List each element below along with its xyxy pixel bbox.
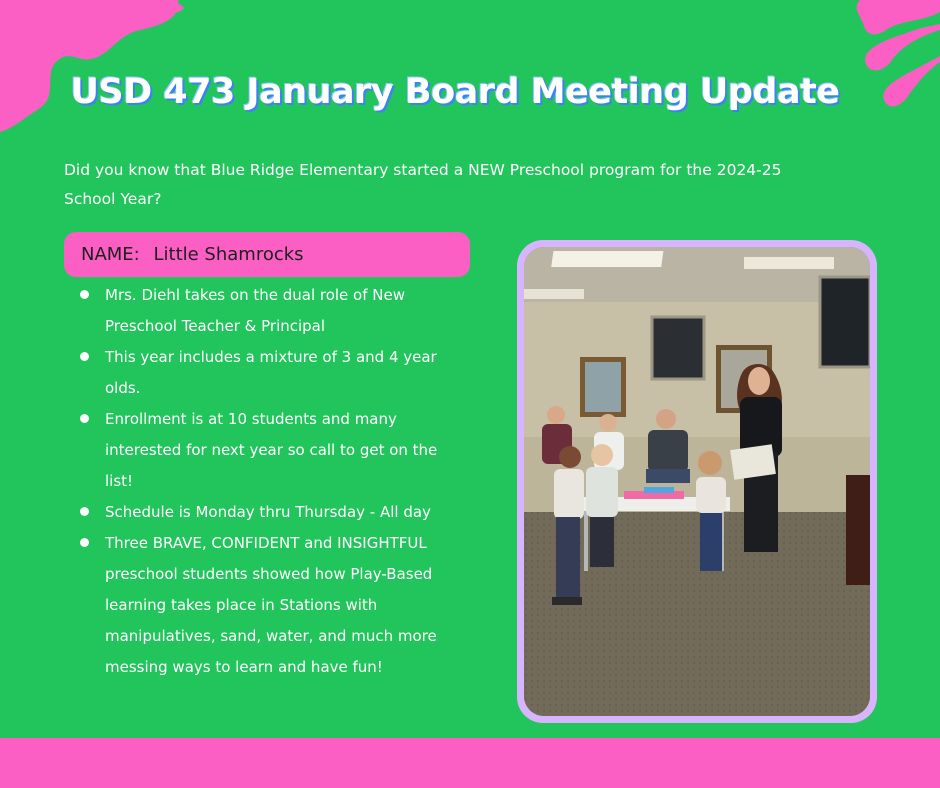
board-meeting-photo xyxy=(524,247,870,716)
pink-footer-band xyxy=(0,738,940,788)
page-title: USD 473 January Board Meeting Update xyxy=(70,72,840,112)
bullet-dot-icon xyxy=(80,507,89,516)
program-name: Little Shamrocks xyxy=(153,244,304,265)
bullet-dot-icon xyxy=(80,414,89,423)
bullet-dot-icon xyxy=(80,352,89,361)
bullet-list xyxy=(76,280,456,683)
bullet-item: Three BRAVE, CONFIDENT and INSIGHTFUL preschool students showed how Play-Based learning takes place in Stations with manipulatives, sand, water, and much more messing ways to learn and have fun! xyxy=(76,528,456,683)
bullet-dot-icon xyxy=(80,290,89,299)
intro-text: Did you know that Blue Ridge Elementary started a NEW Preschool program for the 2024-25 School Year? xyxy=(64,161,782,208)
pink-paint-splash-top-left xyxy=(0,0,190,140)
classroom-scene-illustration xyxy=(524,247,870,716)
bullet-item: Schedule is Monday thru Thursday - All day xyxy=(76,497,456,528)
program-name-box xyxy=(64,232,470,277)
bullet-dot-icon xyxy=(80,538,89,547)
bullet-item: Mrs. Diehl takes on the dual role of New Preschool Teacher & Principal xyxy=(76,280,456,342)
bullet-item: This year includes a mixture of 3 and 4 year olds. xyxy=(76,342,456,404)
bullet-item: Enrollment is at 10 students and many interested for next year so call to get on the list! xyxy=(76,404,456,497)
name-label: NAME: xyxy=(81,244,140,265)
